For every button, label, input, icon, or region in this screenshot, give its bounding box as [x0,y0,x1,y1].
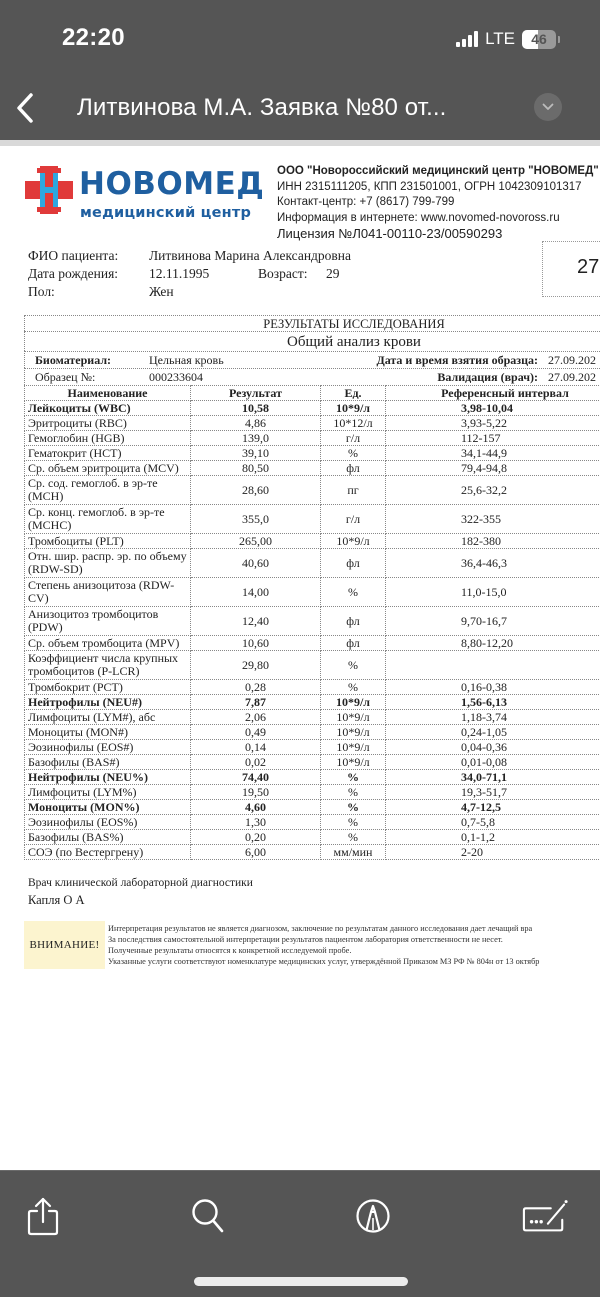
table-row [25,505,600,534]
test-reference: 25,6-32,2 [386,476,600,505]
patient-name-label: ФИО пациента: [28,248,119,263]
table-row [25,830,600,845]
table-row [25,680,600,695]
test-result: 39,10 [191,446,321,461]
order-number-box [542,241,600,297]
organization-website: Информация в интернете: www.novomed-novoross.ru [277,211,560,224]
biomaterial-row [24,351,600,368]
markup-button[interactable] [350,1193,396,1239]
medical-cross-logo-icon [23,164,75,216]
column-header-unit: Ед. [321,386,386,401]
patient-age-label: Возраст: [258,266,308,281]
test-name: Степень анизоцитоза (RDW-CV) [25,578,191,607]
test-result: 10,60 [191,636,321,651]
test-reference: 1,18-3,74 [386,710,600,725]
warning-line: Указанные услуги соответствуют номенклатуре медицинских услуг, утверждённой Приказом МЗ РФ № 804н от 13 октябр [108,957,540,966]
warning-line: Полученные результаты относятся к конкретной исследуемой пробе. [108,946,352,955]
test-reference: 112-157 [386,431,600,446]
validation-label: Валидация (врач): [437,370,538,384]
title-menu-button[interactable] [534,93,562,121]
nav-bar [0,80,600,140]
table-row [25,710,600,725]
test-result: 40,60 [191,549,321,578]
search-icon [190,1197,226,1235]
test-unit: 10*12/л [321,416,386,431]
order-number: 27 [577,256,600,278]
organization-contact: Контакт-центр: +7 (8617) 799-799 [277,196,455,209]
test-result: 265,00 [191,534,321,549]
markup-pen-icon [355,1198,391,1234]
test-result: 0,49 [191,725,321,740]
share-icon [26,1196,60,1236]
test-name: Ср. сод. гемоглоб. в эр-те (MCH) [25,476,191,505]
cellular-signal-icon [456,31,478,47]
test-unit: % [321,815,386,830]
sample-row [24,368,600,385]
test-name: Тромбокрит (PCT) [25,680,191,695]
pdf-document-page[interactable] [0,146,600,1170]
status-indicators [456,29,560,49]
test-name: Гематокрит (HCT) [25,446,191,461]
test-unit: фл [321,461,386,476]
test-unit: пг [321,476,386,505]
collected-label: Дата и время взятия образца: [376,353,538,367]
results-table-header [25,386,600,401]
doctor-name: Капля О А [28,893,85,907]
share-button[interactable] [20,1193,66,1239]
test-name: Тромбоциты (PLT) [25,534,191,549]
validation-value: 27.09.202 [548,370,596,384]
doctor-signature-block [28,875,253,908]
organization-requisites: ИНН 2315111205, КПП 231501001, ОГРН 1042309101317 [277,180,582,193]
network-type: LTE [485,29,515,48]
test-result: 4,86 [191,416,321,431]
test-unit: 10*9/л [321,534,386,549]
test-reference: 19,3-51,7 [386,785,600,800]
test-name: Ср. конц. гемоглоб. в эр-те (MCHC) [25,505,191,534]
table-row [25,815,600,830]
sample-value: 000233604 [149,370,203,384]
test-reference: 0,7-5,8 [386,815,600,830]
test-unit: 10*9/л [321,740,386,755]
test-unit: % [321,800,386,815]
test-reference: 0,24-1,05 [386,725,600,740]
test-result: 0,14 [191,740,321,755]
organization-name: ООО "Новороссийский медицинский центр "НОВОМЕД" [277,165,599,177]
test-unit: фл [321,607,386,636]
table-row [25,461,600,476]
test-result: 14,00 [191,578,321,607]
results-section-title: РЕЗУЛЬТАТЫ ИССЛЕДОВАНИЯ [24,315,600,331]
test-reference: 0,16-0,38 [386,680,600,695]
patient-sex-label: Пол: [28,284,55,299]
column-header-reference: Референсный интервал [386,386,600,401]
home-indicator[interactable] [194,1277,408,1286]
test-reference: 322-355 [386,505,600,534]
biomaterial-label: Биоматериал: [35,353,112,367]
test-result: 1,30 [191,815,321,830]
test-name: Лимфоциты (LYM#), абс [25,710,191,725]
table-row [25,636,600,651]
test-reference: 182-380 [386,534,600,549]
test-name: Отн. шир. распр. эр. по объему (RDW-SD) [25,549,191,578]
test-unit: % [321,578,386,607]
biomaterial-value: Цельная кровь [149,353,224,367]
test-result: 355,0 [191,505,321,534]
test-unit: % [321,785,386,800]
test-unit: фл [321,549,386,578]
test-name: Анизоцитоз тромбоцитов (PDW) [25,607,191,636]
table-row [25,607,600,636]
test-unit: % [321,446,386,461]
battery-level: 46 [531,31,547,47]
sample-label: Образец №: [35,370,96,384]
table-row [25,845,600,860]
test-result: 80,50 [191,461,321,476]
battery-tip [558,36,560,43]
test-reference: 9,70-16,7 [386,607,600,636]
table-row [25,800,600,815]
test-name: Ср. объем эритроцита (MCV) [25,461,191,476]
table-row [25,740,600,755]
test-reference: 11,0-15,0 [386,578,600,607]
table-row [25,651,600,680]
test-unit: 10*9/л [321,401,386,416]
test-name: Лимфоциты (LYM%) [25,785,191,800]
test-unit: мм/мин [321,845,386,860]
test-name: Коэффициент числа крупных тромбоцитов (P-LCR) [25,651,191,680]
test-unit: 10*9/л [321,695,386,710]
chevron-down-icon [542,103,554,111]
table-row [25,725,600,740]
test-unit: г/л [321,505,386,534]
test-name: Эритроциты (RBC) [25,416,191,431]
test-name: Базофилы (BAS#) [25,755,191,770]
test-result: 0,02 [191,755,321,770]
test-reference: 0,01-0,08 [386,755,600,770]
test-reference [386,651,600,680]
status-time: 22:20 [62,24,125,51]
test-name: Эозинофилы (EOS%) [25,815,191,830]
patient-age: 29 [326,266,340,281]
patient-sex: Жен [149,284,174,299]
test-unit: % [321,830,386,845]
test-reference: 1,56-6,13 [386,695,600,710]
test-reference: 2-20 [386,845,600,860]
test-unit: г/л [321,431,386,446]
warning-label-box [24,921,105,969]
test-result: 6,00 [191,845,321,860]
organization-license: Лицензия №Л041-00110-23/00590293 [277,226,503,242]
table-row [25,401,600,416]
results-table [24,385,600,860]
patient-dob: 12.11.1995 [149,266,210,281]
column-header-result: Результат [191,386,321,401]
test-result: 12,40 [191,607,321,636]
test-result: 74,40 [191,770,321,785]
test-name: Моноциты (MON#) [25,725,191,740]
test-result: 29,80 [191,651,321,680]
back-button[interactable] [10,88,40,128]
warning-label: ВНИМАНИЕ! [29,939,100,951]
test-name: Нейтрофилы (NEU#) [25,695,191,710]
table-row [25,431,600,446]
test-unit: 10*9/л [321,755,386,770]
table-row [25,416,600,431]
test-result: 0,20 [191,830,321,845]
test-name: Моноциты (MON%) [25,800,191,815]
test-reference: 79,4-94,8 [386,461,600,476]
test-name: Эозинофилы (EOS#) [25,740,191,755]
test-name: Базофилы (BAS%) [25,830,191,845]
signature-button[interactable] [522,1193,568,1239]
test-unit: фл [321,636,386,651]
logo-tagline: медицинский центр [80,205,252,221]
table-row [25,578,600,607]
doctor-title: Врач клинической лабораторной диагностики [28,877,253,889]
test-reference: 8,80-12,20 [386,636,600,651]
table-row [25,785,600,800]
patient-dob-label: Дата рождения: [28,266,119,281]
test-unit: % [321,680,386,695]
collected-value: 27.09.202 [548,353,596,367]
search-button[interactable] [185,1193,231,1239]
chevron-left-icon [15,92,35,124]
battery-icon [522,30,556,49]
warning-text [108,923,539,967]
test-unit: 10*9/л [321,710,386,725]
test-result: 2,06 [191,710,321,725]
test-reference: 34,0-71,1 [386,770,600,785]
logo-name: НОВОМЕД [79,166,265,202]
test-reference: 3,98-10,04 [386,401,600,416]
test-result: 28,60 [191,476,321,505]
test-reference: 0,04-0,36 [386,740,600,755]
column-header-name: Наименование [25,386,191,401]
table-row [25,446,600,461]
test-unit: % [321,770,386,785]
test-result: 19,50 [191,785,321,800]
test-name: СОЭ (по Вестергрену) [25,845,191,860]
patient-name: Литвинова Марина Александровна [149,248,352,263]
test-reference: 4,7-12,5 [386,800,600,815]
status-bar [0,0,600,80]
document-title: Литвинова М.А. Заявка №80 от... [77,94,447,121]
table-row [25,476,600,505]
test-unit: % [321,651,386,680]
test-reference: 34,1-44,9 [386,446,600,461]
test-result: 139,0 [191,431,321,446]
test-reference: 3,93-5,22 [386,416,600,431]
test-result: 7,87 [191,695,321,710]
test-result: 4,60 [191,800,321,815]
warning-line: Интерпретация результатов не является диагнозом, заключение по результатам данного исследования дает лечащий вра [108,924,533,933]
warning-line: За последствия самостоятельной интерпретации результатов пациентом лаборатория ответственности не несет. [108,935,503,944]
table-row [25,695,600,710]
test-name: Нейтрофилы (NEU%) [25,770,191,785]
results-section [24,315,600,860]
table-row [25,770,600,785]
test-reference: 0,1-1,2 [386,830,600,845]
test-result: 0,28 [191,680,321,695]
test-name: Ср. объем тромбоцита (MPV) [25,636,191,651]
test-reference: 36,4-46,3 [386,549,600,578]
table-row [25,534,600,549]
table-row [25,755,600,770]
test-name: Лейкоциты (WBC) [25,401,191,416]
signature-icon [522,1196,568,1236]
test-title: Общий анализ крови [24,331,600,351]
organization-info [277,164,599,242]
table-row [25,549,600,578]
test-unit: 10*9/л [321,725,386,740]
test-result: 10,58 [191,401,321,416]
test-name: Гемоглобин (HGB) [25,431,191,446]
